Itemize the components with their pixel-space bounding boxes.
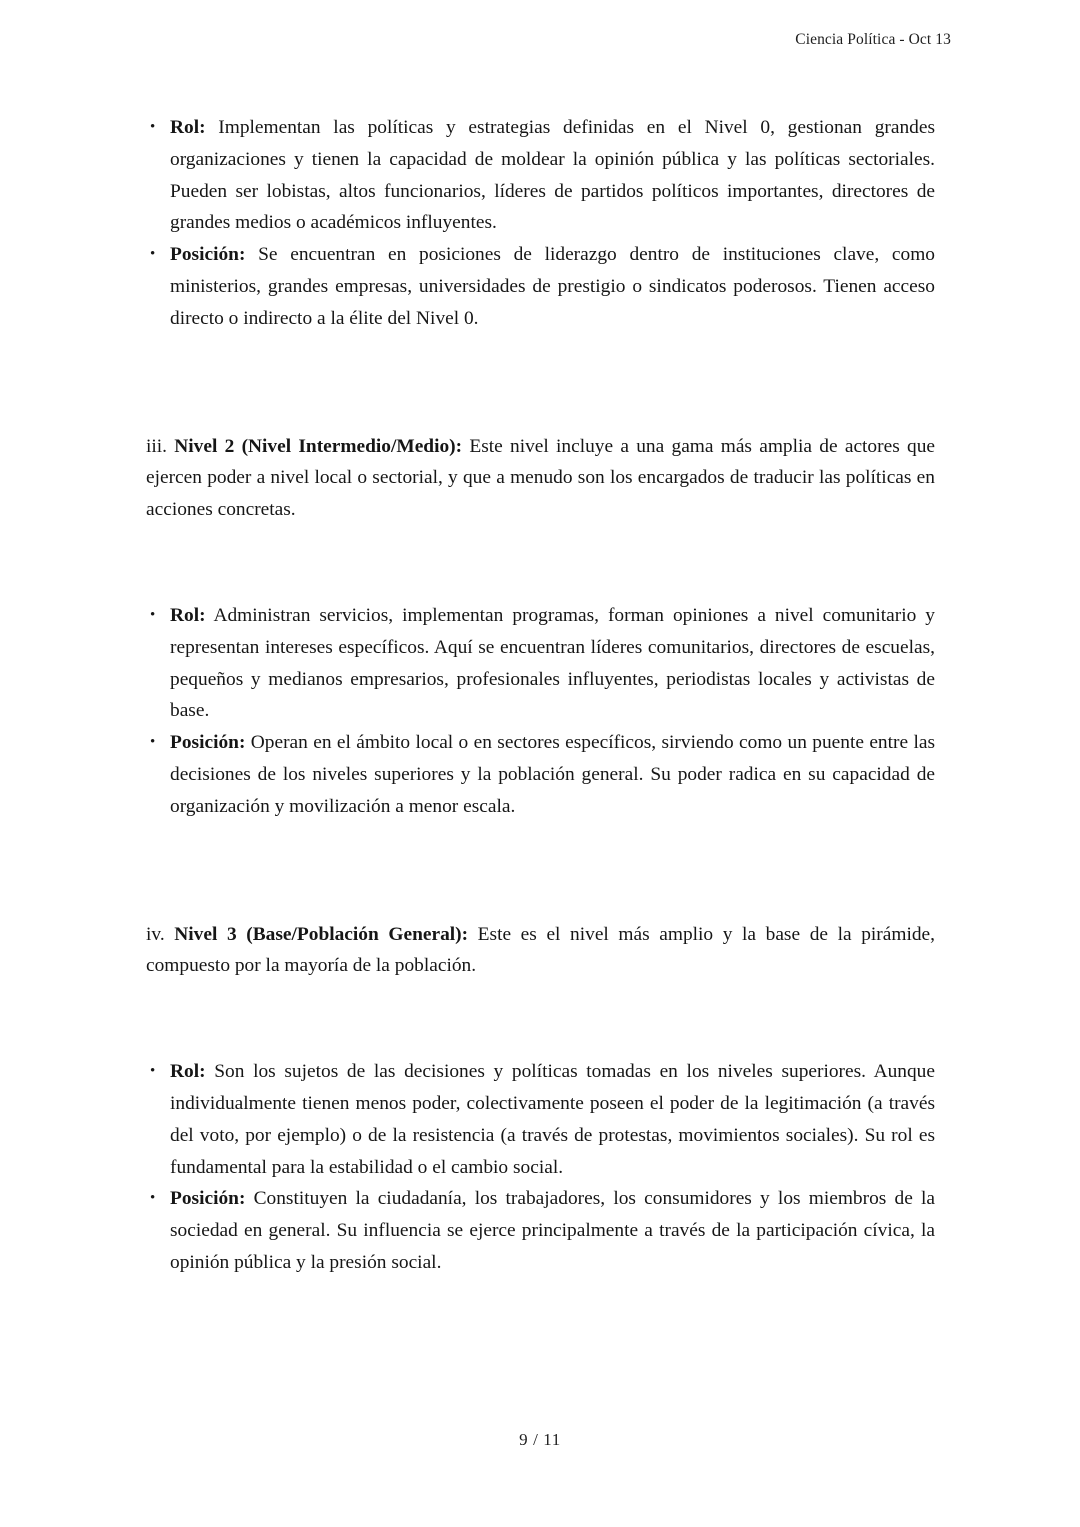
section-heading-nivel-3 xyxy=(146,919,935,983)
heading-spacer xyxy=(146,982,935,1056)
list-item xyxy=(146,600,935,727)
heading-title: Nivel 2 (Nivel Intermedio/Medio): xyxy=(174,435,463,457)
bullet-list-nivel-2 xyxy=(146,600,935,823)
page-number-footer: 9 / 11 xyxy=(519,1430,561,1449)
list-item xyxy=(146,727,935,822)
bullet-list-nivel-1 xyxy=(146,112,935,335)
heading-number: iii. xyxy=(146,435,168,457)
heading-number: iv. xyxy=(146,923,165,945)
bullet-text: Implementan las políticas y estrategias definidas en el Nivel 0, gestionan grandes organizaciones y tienen la capacidad de moldear la opinión pública y las políticas sectoriales. Pueden ser lobistas, altos funcionarios, líderes de partidos políticos importantes, directores de grandes medios o académicos influyentes. xyxy=(170,117,935,234)
heading-description: Este nivel incluye a una gama más amplia de actores que ejercen poder a nivel local o sectorial, y que a menudo son los encargados de traducir las políticas en acciones concretas. xyxy=(146,435,935,521)
bullet-marker-icon: • xyxy=(150,606,156,623)
bullet-text: Operan en el ámbito local o en sectores específicos, sirviendo como un puente entre las decisiones de los niveles superiores y la población general. Su poder radica en su capacidad de organización y movilización a menor escala. xyxy=(170,732,935,817)
section-heading-nivel-2 xyxy=(146,431,935,526)
bullet-text: Constituyen la ciudadanía, los trabajadores, los consumidores y los miembros de la sociedad en general. Su influencia se ejerce principalmente a través de la participación cívica, la opinión pública y la presión social. xyxy=(170,1188,935,1273)
bullet-marker-icon: • xyxy=(150,246,156,263)
bullet-lead-label: Rol: xyxy=(170,117,206,138)
section-spacer xyxy=(146,823,935,919)
heading-description: Este es el nivel más amplio y la base de la pirámide, compuesto por la mayoría de la población. xyxy=(146,923,935,977)
heading-title: Nivel 3 (Base/Población General): xyxy=(174,923,469,945)
bullet-lead-label: Rol: xyxy=(170,1061,206,1083)
list-item xyxy=(146,112,935,239)
page-running-header: Ciencia Política - Oct 13 xyxy=(795,31,951,48)
document-body xyxy=(146,112,935,1279)
heading-spacer xyxy=(146,526,935,600)
bullet-text: Administran servicios, implementan programas, forman opiniones a nivel comunitario y representan intereses específicos. Aquí se encuentran líderes comunitarios, directores de escuelas, pequeños y medianos empresarios, profesionales influyentes, periodistas locales y activistas de base. xyxy=(170,604,935,722)
bullet-marker-icon: • xyxy=(150,1190,156,1207)
bullet-text: Son los sujetos de las decisiones y políticas tomadas en los niveles superiores. Aunque individualmente tienen menos poder, colectivamente poseen el poder de la legitimación (a través del voto, por ejemplo) o de la resistencia (a través de protestas, movimientos sociales). Su rol es fundamental para la estabilidad o el cambio social. xyxy=(170,1061,935,1178)
bullet-lead-label: Posición: xyxy=(170,1188,246,1210)
bullet-list-nivel-3 xyxy=(146,1056,935,1279)
bullet-text: Se encuentran en posiciones de liderazgo dentro de instituciones clave, como ministerios, grandes empresas, universidades de prestigio o sindicatos poderosos. Tienen acceso directo o indirecto a la élite del Nivel 0. xyxy=(170,244,935,329)
bullet-lead-label: Rol: xyxy=(170,604,206,626)
bullet-marker-icon: • xyxy=(150,1063,156,1080)
list-item xyxy=(146,1056,935,1183)
bullet-lead-label: Posición: xyxy=(170,732,246,754)
list-item xyxy=(146,1183,935,1278)
bullet-marker-icon: • xyxy=(150,119,156,135)
bullet-lead-label: Posición: xyxy=(170,244,246,266)
bullet-marker-icon: • xyxy=(150,734,156,751)
list-item xyxy=(146,239,935,334)
section-spacer xyxy=(146,335,935,431)
